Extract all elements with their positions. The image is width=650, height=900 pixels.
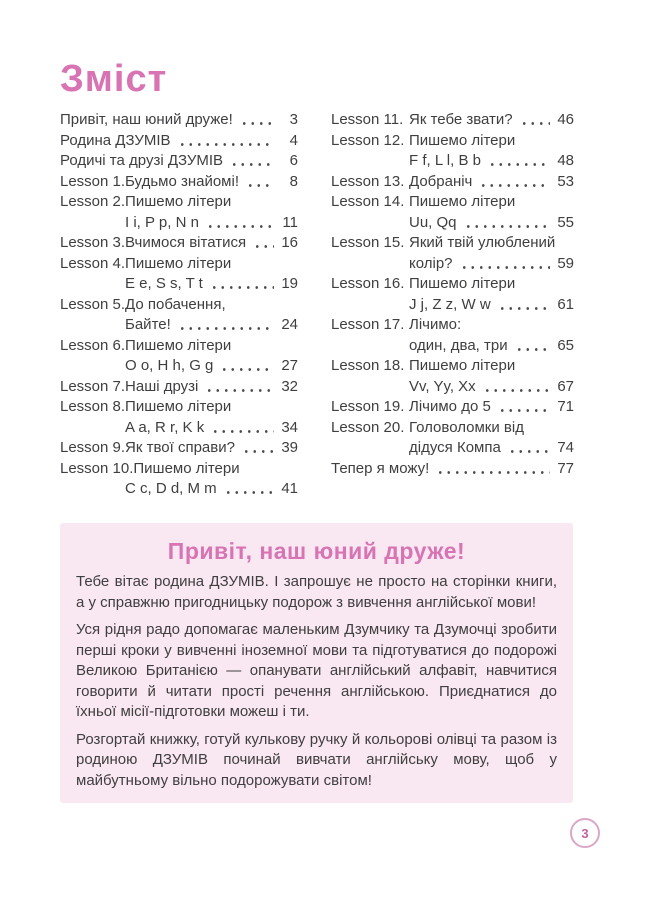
toc-entry-line xyxy=(331,213,574,234)
toc-entry xyxy=(331,274,574,315)
toc-page-number: 16 xyxy=(281,234,298,251)
toc-entry-title: Пишемо літери xyxy=(125,398,232,415)
dot-leader xyxy=(210,285,274,290)
toc-entry-title: C c, D d, M m xyxy=(125,480,217,497)
lesson-number-label: Lesson 17. xyxy=(331,316,405,333)
toc-page-number: 39 xyxy=(281,439,298,456)
toc-entry xyxy=(60,459,298,500)
dot-leader xyxy=(211,429,274,434)
toc-page-number: 46 xyxy=(557,111,574,128)
toc-page-number: 67 xyxy=(557,377,574,395)
toc-entry-title: колір? xyxy=(409,254,453,272)
toc-entry xyxy=(60,172,298,193)
page-title: Зміст xyxy=(60,58,168,100)
toc-page-number: 53 xyxy=(557,172,574,190)
dot-leader xyxy=(479,183,550,188)
toc-entry-title: Пишемо літери xyxy=(409,131,516,149)
toc-page-number: 74 xyxy=(557,439,574,456)
toc-entry-line xyxy=(60,172,298,193)
toc-entry-line xyxy=(60,110,298,131)
dot-leader xyxy=(246,183,274,188)
toc-entry-line xyxy=(60,377,298,398)
toc-page-number: 3 xyxy=(289,111,298,128)
lesson-number-label: Lesson 5. xyxy=(60,295,126,313)
toc-entry-line xyxy=(60,418,298,439)
dot-leader xyxy=(520,121,550,126)
toc-page-number: 6 xyxy=(289,152,298,169)
toc-entry-line xyxy=(60,274,298,295)
lesson-number-label: Lesson 12. xyxy=(331,131,405,149)
toc-entry-title: Пишемо літери xyxy=(409,193,516,210)
toc-column-right xyxy=(331,110,574,500)
toc-entry-title: A a, R r, K k xyxy=(125,418,205,436)
toc-page-number: 34 xyxy=(281,418,298,436)
toc-entry xyxy=(331,192,574,233)
toc-entry-title: Як тебе звати? xyxy=(409,111,513,128)
dot-leader xyxy=(498,306,550,311)
dot-leader xyxy=(230,162,274,167)
toc-entry xyxy=(60,110,298,131)
toc-entry xyxy=(60,254,298,295)
toc-entry-title: Пишемо літери xyxy=(125,254,232,272)
lesson-number-label: Lesson 11. xyxy=(331,111,404,128)
toc-entry xyxy=(60,192,298,233)
toc-entry xyxy=(331,356,574,397)
toc-page-number: 32 xyxy=(281,377,298,395)
toc-entry xyxy=(331,131,574,172)
toc-entry-line xyxy=(331,274,574,295)
toc-entry-title: Як твої справи? xyxy=(125,439,235,456)
dot-leader xyxy=(498,408,550,413)
toc-entry xyxy=(331,233,574,274)
toc-entry-line xyxy=(331,254,574,275)
toc-entry-line xyxy=(60,479,298,500)
toc-entry xyxy=(331,459,574,480)
toc-page-number: 61 xyxy=(557,295,574,313)
toc-page-number: 24 xyxy=(281,316,298,333)
lesson-number-label: Lesson 15. xyxy=(331,234,405,251)
toc-page-number: 59 xyxy=(557,254,574,272)
dot-leader xyxy=(464,224,550,229)
page-number-badge: 3 xyxy=(570,818,600,848)
toc-entry-title: Пишемо літери xyxy=(409,357,516,374)
toc-page-number: 77 xyxy=(557,459,574,477)
toc-entry-title: Будьмо знайомі! xyxy=(125,172,239,190)
toc-entry-title: Привіт, наш юний друже! xyxy=(60,111,233,128)
toc-entry-line xyxy=(331,315,574,336)
toc-entry-line xyxy=(331,418,574,439)
dot-leader xyxy=(220,367,274,372)
toc-entry-title: Який твій улюблений xyxy=(409,234,556,251)
toc-entry-line xyxy=(331,459,574,480)
dot-leader xyxy=(508,449,550,454)
dot-leader xyxy=(240,121,274,126)
toc-entry-line xyxy=(60,151,298,172)
toc-entry-title: Пишемо літери xyxy=(409,275,516,292)
toc-entry-line xyxy=(331,151,574,172)
toc-entry-title: I i, P p, N n xyxy=(125,213,199,231)
toc-entry-line xyxy=(60,459,298,480)
toc-page-number: 4 xyxy=(289,131,298,149)
lesson-number-label: Lesson 3. xyxy=(60,234,126,251)
toc-entry-title: До побачення, xyxy=(125,295,226,313)
toc-entry xyxy=(60,295,298,336)
toc-entry-title: Тепер я можу! xyxy=(331,459,430,477)
toc-entry xyxy=(60,377,298,398)
lesson-number-label: Lesson 6. xyxy=(60,336,126,354)
toc-entry-title: Лічимо: xyxy=(409,316,462,333)
dot-leader xyxy=(178,326,274,331)
toc-page-number: 11 xyxy=(282,213,298,231)
toc-entry xyxy=(60,131,298,152)
toc-entry-line xyxy=(331,356,574,377)
toc-entry-line xyxy=(60,356,298,377)
toc-entry-line xyxy=(331,295,574,316)
toc-entry-line xyxy=(331,438,574,459)
toc-entry-title: Добраніч xyxy=(409,172,473,190)
toc-entry-line xyxy=(60,192,298,213)
toc-entry-line xyxy=(60,213,298,234)
toc-entry-title: Vv, Yy, Xx xyxy=(409,377,476,395)
dot-leader xyxy=(224,490,274,495)
toc-entry-line xyxy=(60,295,298,316)
toc-entry-title: Головоломки від xyxy=(409,418,524,436)
toc-entry-title: E e, S s, T t xyxy=(125,275,203,292)
lesson-number-label: Lesson 9. xyxy=(60,439,126,456)
toc-entry xyxy=(331,110,574,131)
lesson-number-label: Lesson 13. xyxy=(331,172,405,190)
toc-entry-line xyxy=(331,336,574,357)
lesson-number-label: Lesson 14. xyxy=(331,193,405,210)
toc-entry-line xyxy=(60,254,298,275)
dot-leader xyxy=(488,162,550,167)
toc-entry-line xyxy=(60,438,298,459)
toc-column-left xyxy=(60,110,298,500)
toc-entry-title: Лічимо до 5 xyxy=(409,398,491,415)
toc-entry-title: Вчимося вітатися xyxy=(125,234,247,251)
lesson-number-label: Lesson 16. xyxy=(331,275,405,292)
toc-entry-title: Байте! xyxy=(125,316,171,333)
lesson-number-label: Lesson 10. xyxy=(60,459,134,477)
toc-page-number: 48 xyxy=(557,152,574,169)
toc-entry-line xyxy=(60,131,298,152)
toc-entry xyxy=(331,172,574,193)
intro-paragraph-3: Розгортай книжку, готуй кулькову ручку й кольорові олівці та разом із родиною ДЗУМІВ починай вивчати англійську мову, щоб у майбутньому вільно подорожувати світом! xyxy=(76,730,557,789)
table-of-contents xyxy=(60,110,574,500)
toc-entry-line xyxy=(331,233,574,254)
toc-page-number: 8 xyxy=(289,172,298,190)
dot-leader xyxy=(178,142,274,147)
toc-entry-line xyxy=(331,192,574,213)
toc-entry-line xyxy=(60,233,298,254)
lesson-number-label: Lesson 8. xyxy=(60,398,126,415)
lesson-number-label: Lesson 19. xyxy=(331,398,405,415)
toc-entry-title: Пишемо літери xyxy=(125,193,232,210)
lesson-number-label: Lesson 4. xyxy=(60,254,126,272)
lesson-number-label: Lesson 2. xyxy=(60,193,126,210)
toc-entry xyxy=(60,233,298,254)
toc-entry xyxy=(331,418,574,459)
toc-entry-line xyxy=(331,377,574,398)
toc-entry-line xyxy=(331,172,574,193)
lesson-number-label: Lesson 1. xyxy=(60,172,126,190)
toc-entry xyxy=(60,151,298,172)
toc-entry xyxy=(331,315,574,356)
toc-page-number: 41 xyxy=(281,480,298,497)
lesson-number-label: Lesson 7. xyxy=(60,377,126,395)
toc-page-number: 55 xyxy=(557,213,574,231)
dot-leader xyxy=(253,244,274,249)
toc-entry xyxy=(331,397,574,418)
toc-entry xyxy=(60,336,298,377)
intro-heading: Привіт, наш юний друже! xyxy=(167,538,466,564)
toc-entry-title: Пишемо літери xyxy=(133,459,240,477)
toc-page-number: 19 xyxy=(281,275,298,292)
toc-page-number: 27 xyxy=(281,357,298,374)
toc-entry xyxy=(60,397,298,438)
lesson-number-label: Lesson 18. xyxy=(331,357,405,374)
intro-box xyxy=(60,523,573,803)
toc-entry-title: Пишемо літери xyxy=(125,336,232,354)
dot-leader xyxy=(205,388,274,393)
toc-entry-title: Родина ДЗУМІВ xyxy=(60,131,171,149)
dot-leader xyxy=(206,224,274,229)
toc-entry-title: один, два, три xyxy=(409,336,508,354)
dot-leader xyxy=(436,470,550,475)
intro-paragraph-2: Уся рідня радо допомагає маленьким Дзумчику та Дзумочці зробити перші кроки у вивченні іноземної мови та підготуватися до подорожі Великою Британією — опанувати англійський алфавіт, навчитися говорити й читати прості речення англійською. Приєднатися до їхньої місії-підготовки можеш і ти. xyxy=(76,621,557,720)
toc-entry-title: дідуся Компа xyxy=(409,439,501,456)
toc-entry-title: Наші друзі xyxy=(125,377,199,395)
toc-entry-title: O o, H h, G g xyxy=(125,357,214,374)
toc-entry-line xyxy=(331,131,574,152)
toc-entry-title: F f, L l, B b xyxy=(409,152,481,169)
toc-entry-line xyxy=(60,397,298,418)
toc-page-number: 71 xyxy=(557,398,574,415)
toc-entry-line xyxy=(60,336,298,357)
toc-page-number: 65 xyxy=(557,336,574,354)
intro-paragraph-1: Тебе вітає родина ДЗУМІВ. І запрошує не просто на сторінки книги, а у справжню пригодницьку подорож з вивчення англійської мови! xyxy=(76,573,557,611)
toc-entry-line xyxy=(331,110,574,131)
dot-leader xyxy=(483,388,550,393)
toc-entry-title: Uu, Qq xyxy=(409,213,457,231)
toc-entry-line xyxy=(60,315,298,336)
toc-entry-title: Родичі та друзі ДЗУМІВ xyxy=(60,152,224,169)
dot-leader xyxy=(515,347,550,352)
toc-entry xyxy=(60,438,298,459)
dot-leader xyxy=(460,265,550,270)
toc-entry-line xyxy=(331,397,574,418)
lesson-number-label: Lesson 20. xyxy=(331,418,405,436)
toc-entry-title: J j, Z z, W w xyxy=(409,295,491,313)
dot-leader xyxy=(242,449,274,454)
